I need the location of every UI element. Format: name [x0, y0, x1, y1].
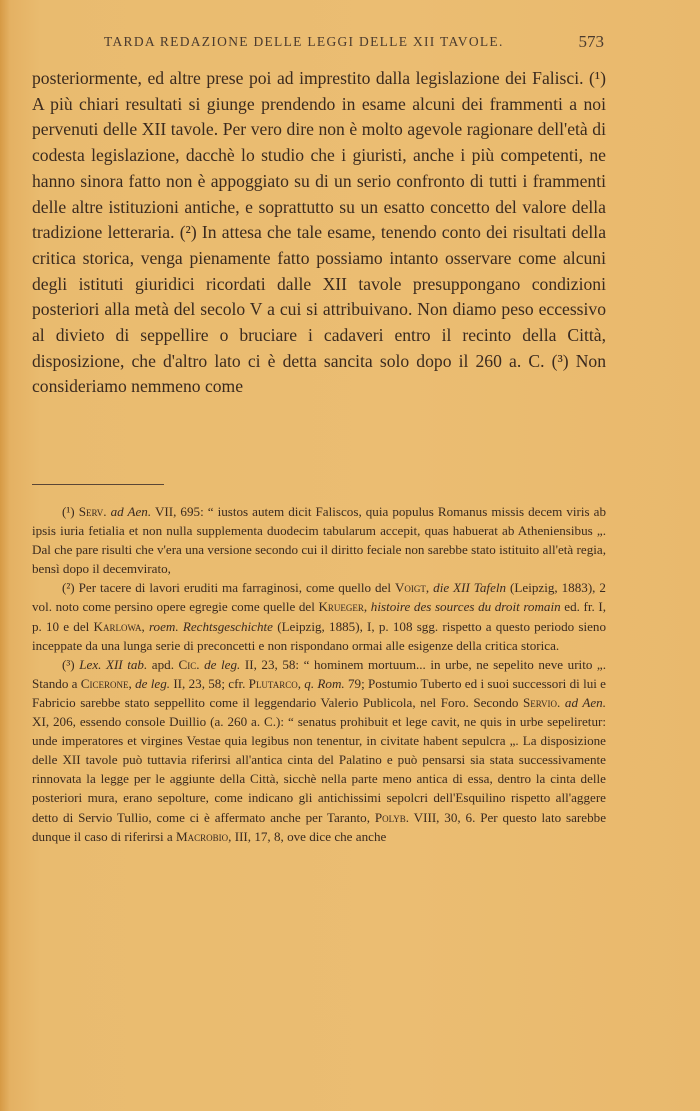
footnote-marker: (¹)	[62, 504, 75, 519]
footnote-marker: (³)	[62, 656, 75, 672]
footnote-text: apd.	[151, 656, 174, 672]
citation-work: ad Aen.	[110, 504, 152, 519]
footnote-text: II, 23, 58: “ hominem mortuum... in urbe, ne sepelito neve urito „. Stando a	[32, 656, 607, 691]
citation-author: Voigt,	[394, 580, 430, 596]
citation-author: Serv.	[78, 504, 107, 519]
citation-work: de leg.	[204, 656, 241, 672]
footnote-text: III, 17, 8, ove dice che anche	[234, 828, 387, 844]
citation-work: ad Aen.	[564, 694, 606, 710]
footnote-text: VIII, 30, 6. Per questo lato sarebbe dunque il caso di riferirsi a	[32, 809, 607, 844]
footnote-2	[32, 578, 606, 654]
footnote-marker: (²)	[62, 580, 75, 596]
footnote-text: Per tacere di lavori eruditi ma farraginosi, come quello del	[78, 580, 391, 596]
footnote-separator	[32, 484, 164, 485]
main-text	[32, 66, 606, 400]
footnote-text: II, 23, 58; cfr.	[173, 675, 246, 691]
citation-author: Cic.	[178, 656, 200, 672]
footnote-text: XI, 206, essendo console Duillio (a. 260 a. C.): “ senatus prohibuit et lege cavit, ne quis in urbe sepeliretur: unde imperatores et virgines Vestae quia legibus non tenentur, in civitate habent sepulcra „. La disposizione delle XII tavole può tuttavia riferirsi all'antica cinta del Palatino e può pensarsi sia stata successivamente rinnovata la legge per le aggiunte della Città, sicchè nella parte meno antica di essa, dentro la cinta delle posteriori mura, erano sepolture, come indicano gli antichissimi sepolcri dell'Esquilino rispetto all'aggere detto di Servio Tullio, come ci è affermato anche per Taranto,	[32, 714, 606, 825]
citation-author: Polyb.	[374, 809, 410, 825]
citation-author: Krueger,	[318, 599, 368, 615]
citation-author: Karlowa,	[93, 618, 145, 634]
citation-work: roem. Rechtsgeschichte	[148, 618, 273, 634]
citation-author: Cicerone,	[80, 675, 132, 691]
citation-work: de leg.	[135, 675, 171, 691]
footnote-text: ed. fr. I, p. 10 e del	[32, 599, 606, 634]
footnote-text: (Leipzig, 1883), 2 vol. noto come persino opere egregie come quelle del	[32, 580, 606, 615]
citation-work: Lex. XII tab.	[79, 656, 148, 672]
citation-work: histoire des sources du droit romain	[370, 599, 561, 615]
page-number: 573	[578, 32, 604, 51]
citation-work: q. Rom.	[304, 675, 345, 691]
footnote-text: 79; Postumio Tuberto ed i suoi successori di lui e Fabricio sarebbe stato seppellito come il leggendario Valerio Publicola, nel Foro. Secondo	[32, 675, 606, 710]
body-paragraph: posteriormente, ed altre prese poi ad imprestito dalla legislazione dei Falisci. (¹) A più chiari resultati si giunge prendendo in esame alcuni dei frammenti a noi pervenuti delle XII tavole. Per vero dire non è molto agevole ragionare dell'età di codesta legislazione, dacchè lo studio che i giuristi, anche i più competenti, ne hanno sinora fatto non è appoggiato su di un serio confronto di tutti i frammenti delle altre istituzioni antiche, e soprattutto su un esatto concetto del valore della tradizione letteraria. (²) In attesa che tale esame, tenendo conto dei risultati della critica storica, venga pienamente fatto possiamo intanto osservare come alcuni degli istituti giuridici ricordati dalle XII tavole presuppongano condizioni posteriori alla metà del secolo V a cui si attribuivano. Non diamo peso eccessivo al divieto di seppellire o bruciare i cadaveri entro il recinto della Città, disposizione, che d'altro lato ci è detta sancita solo dopo il 260 a. C. (³) Non consideriamo nemmeno come	[32, 68, 606, 397]
footnote-1	[32, 502, 606, 578]
citation-author: Servio.	[523, 694, 561, 710]
footnote-3	[32, 655, 606, 846]
footnote-text: (Leipzig, 1885), I, p. 108 sgg. rispetto a questo periodo sieno inceppate da una lunga serie di preconcetti e non rispondano ormai alle esigenze della critica storica.	[32, 618, 607, 653]
citation-work: die XII Tafeln	[433, 580, 507, 596]
footnote-text: VII, 695: “ iustos autem dicit Faliscos, quia populus Romanus missis decem viris ab ipsis iuria fetialia et non nulla supplementa duodecim tabularum accepit, quas habuerat ab Atheniensibus „. Dal che pare risulti che v'era una versione secondo cui il diritto feciale non sarebbe stato istituito all'età regia, bensì dopo il decemvirato,	[32, 504, 607, 577]
footnotes	[32, 502, 606, 846]
citation-author: Plutarco,	[248, 675, 301, 691]
running-title: TARDA REDAZIONE DELLE LEGGI DELLE XII TAVOLE.	[104, 34, 504, 49]
citation-author: Macrobio,	[176, 828, 232, 844]
